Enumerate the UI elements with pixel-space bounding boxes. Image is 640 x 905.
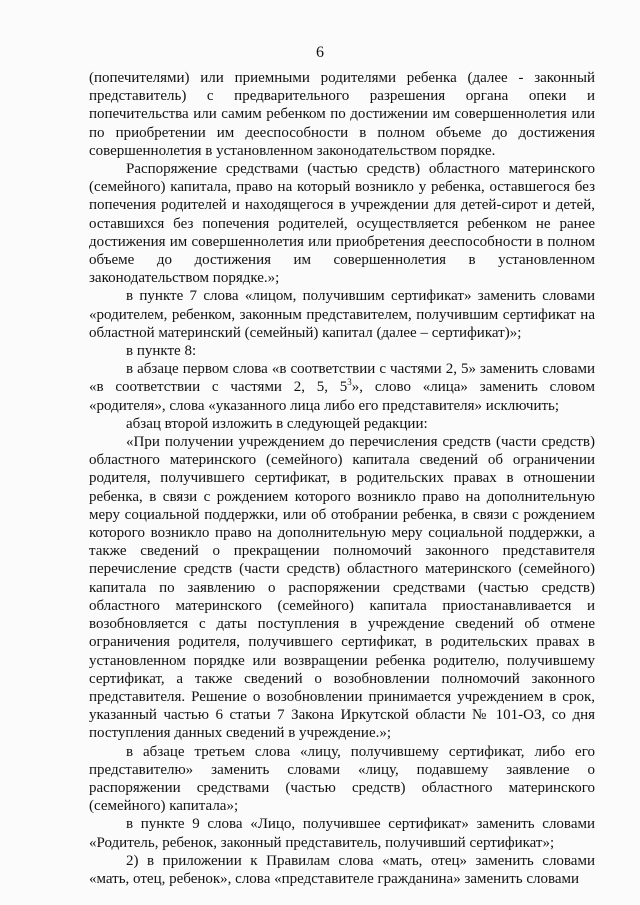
paragraph: в пункте 8: [126, 343, 197, 360]
paragraph: в пункте 9 слова «Лицо, получившее сертификат» заменить словами «Родитель, ребенок, законный представитель, получивший сертификат»; [89, 816, 595, 851]
paragraph: в пункте 7 слова «лицом, получившим сертификат» заменить словами «родителем, ребенком, законным представителем, получившим сертификат на областной материнский (семейный) капитал (далее – сертификат)»; [89, 288, 595, 341]
paragraph: абзац второй изложить в следующей редакции: [126, 415, 428, 432]
paragraph: Распоряжение средствами (частью средств) областного материнского (семейного) капитала, право на который возникло у ребенка, оставшегося без попечения родителей и находящегося в учреждении для детей-сирот и детей, оставшихся без попечения родителей, осуществляется ребенком не ранее достижения им совершеннолетия или приобретения дееспособности в полном объеме до достижения им совершеннолетия в установленном законодательством порядке.»; [89, 161, 595, 287]
paragraph [89, 360, 595, 415]
page-number: 6 [316, 44, 324, 61]
superscript: 3 [347, 377, 352, 388]
paragraph-text: », слово «лица» заменить словом «родителя», слова «указанного лица либо его представителя» исключить; [89, 379, 595, 414]
paragraph: 2) в приложении к Правилам слова «мать, отец» заменить словами «мать, отец, ребенок», слова «представителе гражданина» заменить словами [89, 852, 595, 887]
paragraph: в абзаце третьем слова «лицу, получившему сертификат, либо его представителю» заменить словами «лицу, подавшему заявление о распоряжении средствами (частью средств) областного материнского (семейного) капитала»; [89, 743, 595, 815]
document-body [89, 69, 595, 888]
paragraph: (попечителями) или приемными родителями ребенка (далее - законный представитель) с предварительного разрешения органа опеки и попечительства или самим ребенком по достижении им совершеннолетия или по приобретении им дееспособности в полном объеме до достижения совершеннолетия в установленном законодательством порядке. [89, 70, 595, 159]
paragraph-text: в абзаце первом слова «в соответствии с частями 2, 5» заменить словами «в соответствии с частями 2, 5, 5 [89, 361, 595, 396]
paragraph: «При получении учреждением до перечисления средств (части средств) областного материнского (семейного) капитала сведений об ограничении родителя, получившего сертификат, в родительских правах в отношении ребенка, в связи с рождением которого возникло право на дополнительную меру социальной поддержки, или об отобрании ребенка, в связи с рождением которого возникло право на дополнительную меру социальной поддержки, а также сведений о прекращении полномочий законного представителя перечисление средств (части средств) областного материнского (семейного) капитала по заявлению о распоряжении средствами (частью средств) областного материнского (семейного) капитала приостанавливается и возобновляется с даты поступления в учреждение сведений об отмене ограничения родителя, получившего сертификат, в родительских правах в установленном порядке или возвращении ребенка родителю, получившему сертификат, а также сведений о возобновлении полномочий законного представителя. Решение о возобновлении принимается учреждением в срок, указанный частью 6 статьи 7 Закона Иркутской области № 101-ОЗ, со дня поступления данных сведений в учреждение.»; [89, 434, 595, 742]
